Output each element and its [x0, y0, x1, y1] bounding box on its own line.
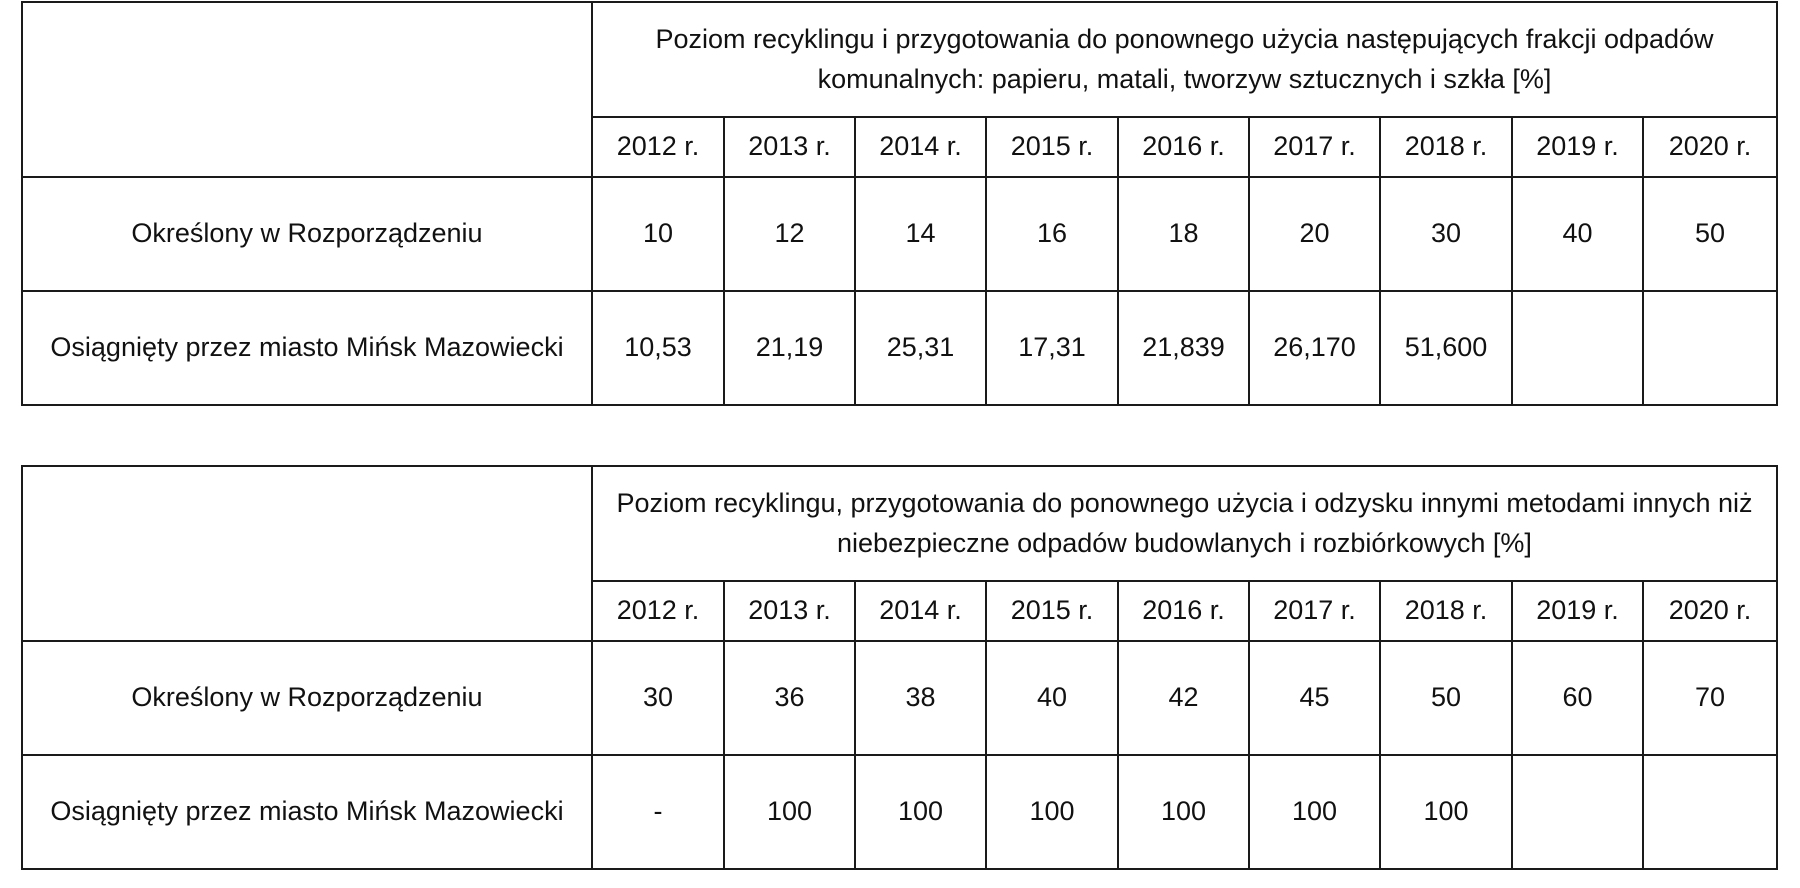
- value-cell: 40: [1512, 177, 1643, 291]
- value-cell: [1512, 755, 1643, 869]
- value-cell: 10,53: [592, 291, 724, 405]
- year-header: 2017 r.: [1249, 117, 1380, 177]
- value-cell: 30: [592, 641, 724, 755]
- corner-cell: [22, 466, 592, 641]
- table-title: Poziom recyklingu i przygotowania do ponownego użycia następujących frakcji odpadów komunalnych: papieru, matali, tworzyw sztucznych i szkła [%]: [592, 2, 1777, 117]
- table-row: [22, 755, 1777, 869]
- year-header: 2013 r.: [724, 117, 855, 177]
- value-cell: 36: [724, 641, 855, 755]
- year-header: 2013 r.: [724, 581, 855, 641]
- value-cell: 17,31: [986, 291, 1118, 405]
- value-cell: 51,600: [1380, 291, 1512, 405]
- year-header: 2016 r.: [1118, 117, 1249, 177]
- value-cell: 42: [1118, 641, 1249, 755]
- value-cell: 100: [724, 755, 855, 869]
- value-cell: [1643, 291, 1777, 405]
- value-cell: 21,839: [1118, 291, 1249, 405]
- value-cell: 50: [1643, 177, 1777, 291]
- value-cell: 50: [1380, 641, 1512, 755]
- value-cell: 100: [1118, 755, 1249, 869]
- row-label: Osiągnięty przez miasto Mińsk Mazowiecki: [22, 755, 592, 869]
- value-cell: 100: [1249, 755, 1380, 869]
- value-cell: 10: [592, 177, 724, 291]
- value-cell: [1512, 291, 1643, 405]
- year-header: 2019 r.: [1512, 581, 1643, 641]
- year-header: 2016 r.: [1118, 581, 1249, 641]
- year-header: 2020 r.: [1643, 581, 1777, 641]
- year-header: 2012 r.: [592, 581, 724, 641]
- row-label: Osiągnięty przez miasto Mińsk Mazowiecki: [22, 291, 592, 405]
- recycling-paper-metal-plastic-glass-table: [21, 1, 1778, 406]
- table-row: [22, 641, 1777, 755]
- value-cell: 12: [724, 177, 855, 291]
- year-header: 2018 r.: [1380, 117, 1512, 177]
- year-header: 2019 r.: [1512, 117, 1643, 177]
- value-cell: 60: [1512, 641, 1643, 755]
- year-header: 2015 r.: [986, 581, 1118, 641]
- recycling-construction-waste-table: [21, 465, 1778, 870]
- value-cell: 20: [1249, 177, 1380, 291]
- row-label: Określony w Rozporządzeniu: [22, 641, 592, 755]
- value-cell: 14: [855, 177, 986, 291]
- table-row: [22, 177, 1777, 291]
- year-header: 2015 r.: [986, 117, 1118, 177]
- value-cell: 16: [986, 177, 1118, 291]
- value-cell: 38: [855, 641, 986, 755]
- value-cell: 40: [986, 641, 1118, 755]
- table-row: [22, 291, 1777, 405]
- table-header-row: [22, 2, 1777, 117]
- value-cell: -: [592, 755, 724, 869]
- corner-cell: [22, 2, 592, 177]
- year-header: 2018 r.: [1380, 581, 1512, 641]
- value-cell: 45: [1249, 641, 1380, 755]
- value-cell: 21,19: [724, 291, 855, 405]
- value-cell: 25,31: [855, 291, 986, 405]
- table-title: Poziom recyklingu, przygotowania do ponownego użycia i odzysku innymi metodami innych niż niebezpieczne odpadów budowlanych i rozbiórkowych [%]: [592, 466, 1777, 581]
- value-cell: 100: [986, 755, 1118, 869]
- row-label: Określony w Rozporządzeniu: [22, 177, 592, 291]
- value-cell: 100: [1380, 755, 1512, 869]
- value-cell: 100: [855, 755, 986, 869]
- value-cell: 70: [1643, 641, 1777, 755]
- year-header: 2012 r.: [592, 117, 724, 177]
- value-cell: 18: [1118, 177, 1249, 291]
- value-cell: 26,170: [1249, 291, 1380, 405]
- table-header-row: [22, 466, 1777, 581]
- year-header: 2014 r.: [855, 581, 986, 641]
- year-header: 2020 r.: [1643, 117, 1777, 177]
- value-cell: [1643, 755, 1777, 869]
- year-header: 2014 r.: [855, 117, 986, 177]
- value-cell: 30: [1380, 177, 1512, 291]
- year-header: 2017 r.: [1249, 581, 1380, 641]
